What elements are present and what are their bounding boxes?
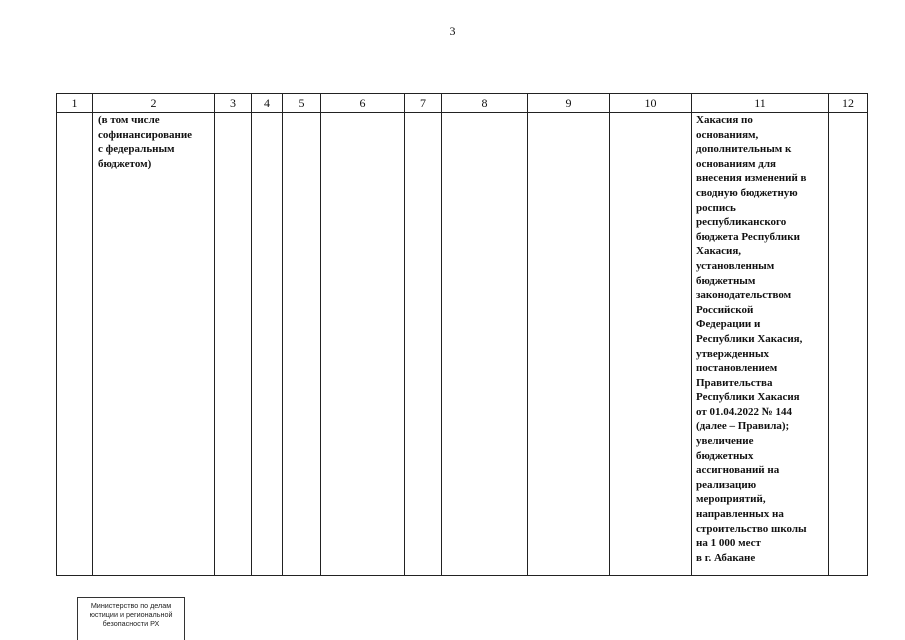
table-cell-1 — [57, 113, 93, 576]
cell-2-text: (в том числе софинансирование с федеральным бюджетом) — [98, 114, 193, 170]
table-cell-11 — [692, 113, 829, 576]
column-header-10: 10 — [610, 94, 692, 113]
table-cell-4 — [252, 113, 283, 576]
table-cell-12 — [829, 113, 868, 576]
stamp-line-2: юстиции и региональной — [89, 610, 173, 619]
column-header-2: 2 — [93, 94, 215, 113]
table-cell-5 — [283, 113, 321, 576]
column-header-11: 11 — [692, 94, 829, 113]
column-header-4: 4 — [252, 94, 283, 113]
column-header-12: 12 — [829, 94, 868, 113]
document-table — [56, 93, 868, 576]
table-header-row — [57, 94, 868, 113]
table-cell-7 — [405, 113, 442, 576]
table-cell-10 — [610, 113, 692, 576]
column-header-5: 5 — [283, 94, 321, 113]
cell-11-text: Хакасия по основаниям, дополнительным к основаниям для внесения изменений в сводную бюджетную роспись республиканского бюджета Республики Хакасия, установленным бюджетным законодательством Российской Федерации и Республики Хакасия, утвержденных постановлением Правительства Республики Хакасия от 01.04.2022 № 144 (далее – Правила); увеличение бюджетных ассигнований на реализацию мероприятий, направленных на строительство школы на 1 000 мест в г. Абакане — [696, 114, 807, 564]
table-cell-8 — [442, 113, 528, 576]
table-cell-6 — [321, 113, 405, 576]
column-header-6: 6 — [321, 94, 405, 113]
table-cell-2 — [93, 113, 215, 576]
column-header-7: 7 — [405, 94, 442, 113]
table-row — [57, 113, 868, 576]
stamp-line-3: безопасности РХ — [102, 619, 160, 628]
table-cell-9 — [528, 113, 610, 576]
table-cell-3 — [215, 113, 252, 576]
column-header-8: 8 — [442, 94, 528, 113]
column-header-9: 9 — [528, 94, 610, 113]
ministry-stamp — [77, 597, 185, 640]
page-number: 3 — [449, 24, 456, 38]
column-header-1: 1 — [57, 94, 93, 113]
column-header-3: 3 — [215, 94, 252, 113]
stamp-line-1: Министерство по делам — [90, 601, 172, 610]
